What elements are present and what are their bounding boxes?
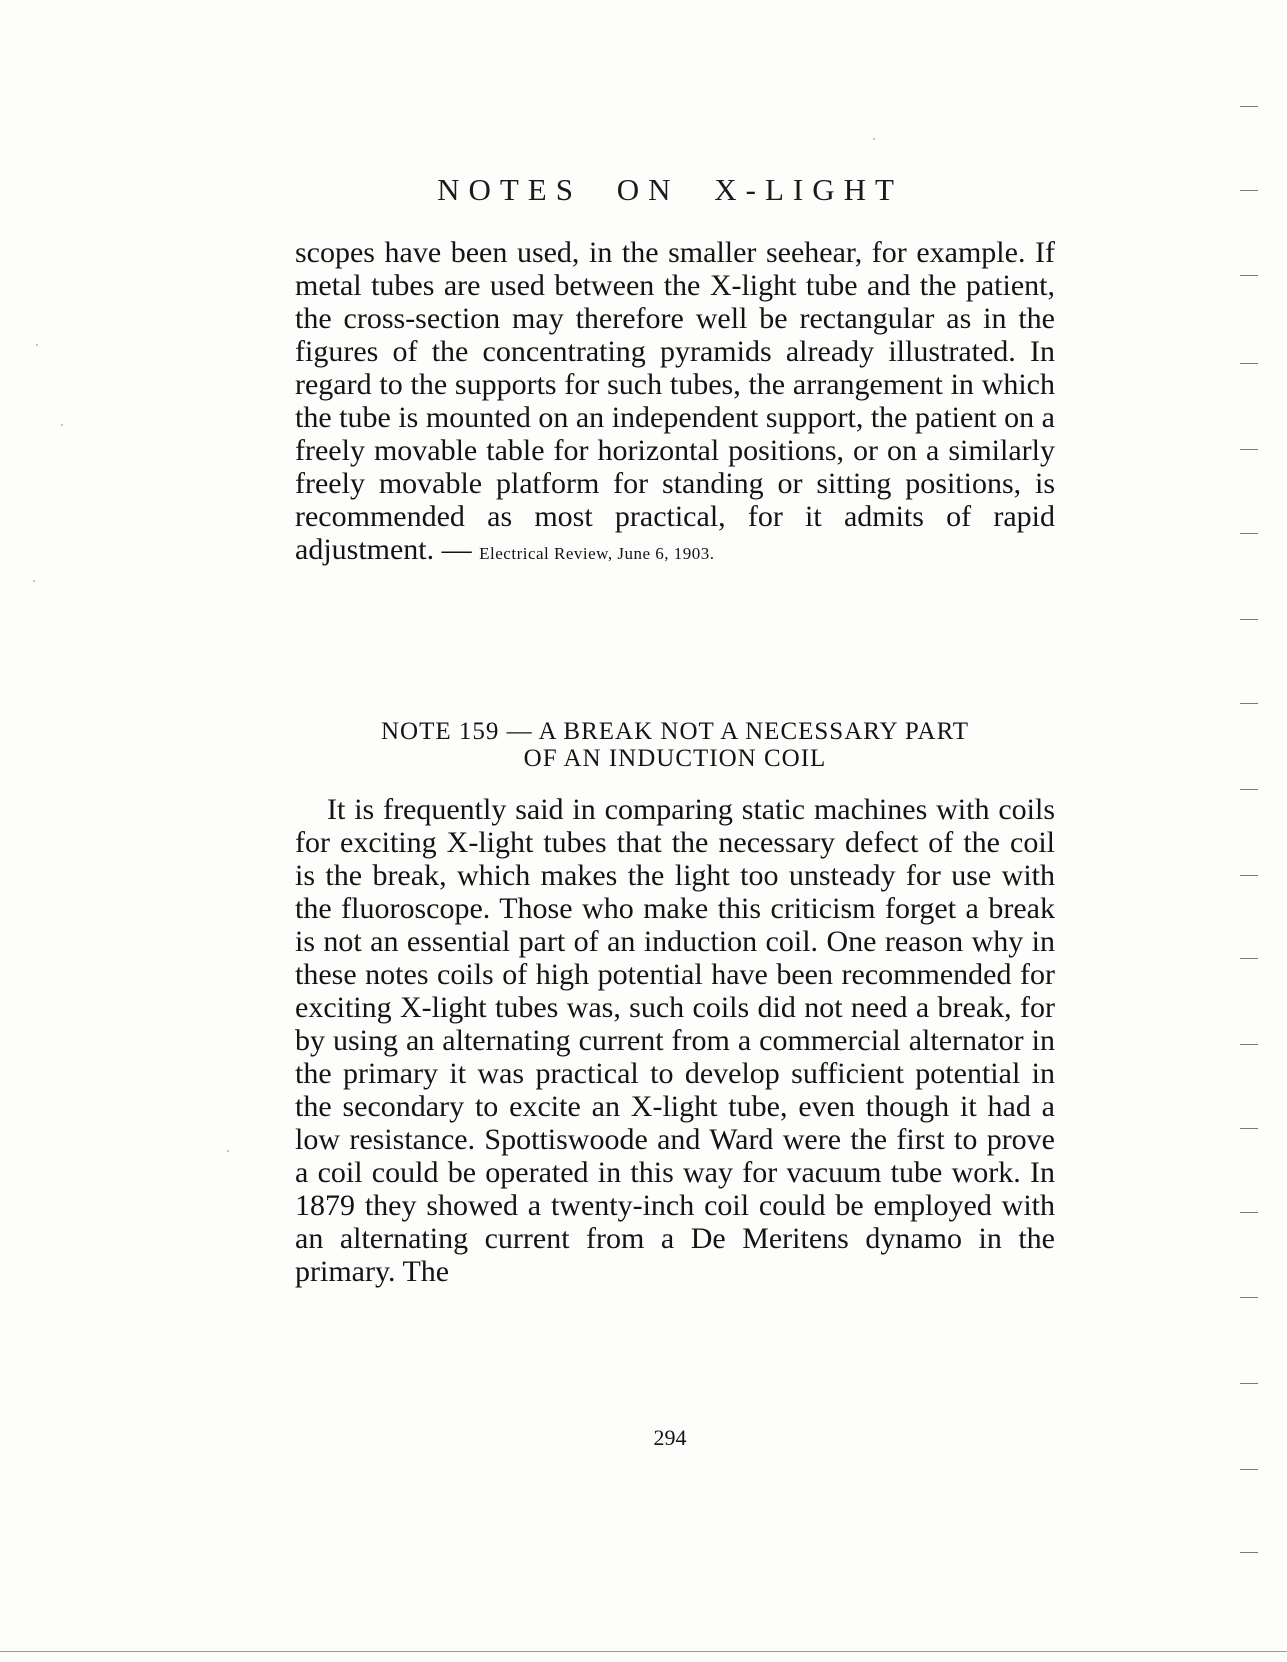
paragraph-note-159: It is frequently said in comparing static machines with coils for exciting X-light tubes that the necessary defect of the coil is the break, which makes the light too unsteady for use with the fluoroscope. Those who make this criticism forget a break is not an essential part of an induction coil. One reason why in these notes coils of high potential have been recommended for exciting X-light tubes was, such coils did not need a break, for by using an alternating current from a commercial alternator in the primary it was practical to develop sufficient potential in the secondary to excite an X-light tube, even though it had a low resistance. Spottiswoode and Ward were the first to prove a coil could be operated in this way for vacuum tube work. In 1879 they showed a twenty-inch coil could be employed with an alternating current from a De Meritens dynamo in the primary. The	[295, 793, 1055, 1288]
scan-speck	[36, 344, 38, 346]
margin-tick	[1240, 449, 1258, 450]
margin-tick	[1240, 1469, 1258, 1470]
right-margin-scan-marks	[1240, 0, 1270, 1662]
scan-speck	[873, 138, 875, 140]
scan-speck	[61, 424, 63, 426]
margin-tick	[1240, 1552, 1258, 1553]
margin-tick	[1240, 1297, 1258, 1298]
page-number: 294	[653, 1425, 687, 1450]
note-heading-line-2: OF AN INDUCTION COIL	[523, 745, 827, 772]
note-heading	[295, 718, 1055, 772]
margin-tick	[1240, 619, 1258, 620]
margin-tick	[1240, 703, 1258, 704]
margin-tick	[1240, 958, 1258, 959]
margin-tick	[1240, 363, 1258, 364]
margin-tick	[1240, 875, 1258, 876]
paragraph-1-text: scopes have been used, in the smaller seehear, for example. If metal tubes are used between the X-light tube and the patient, the cross-section may therefore well be rectangular as in the figures of the concentrating pyramids already illustrated. In regard to the supports for such tubes, the arrangement in which the tube is mounted on an independent support, the patient on a freely movable table for horizontal positions, or on a similarly freely movable platform for standing or sitting positions, is recommended as most practical, for it admits of rapid adjustment. —	[295, 236, 1055, 566]
margin-tick	[1240, 1128, 1258, 1129]
margin-tick	[1240, 106, 1258, 107]
margin-tick	[1240, 1044, 1258, 1045]
margin-tick	[1240, 1212, 1258, 1213]
margin-tick	[1240, 533, 1258, 534]
paragraph-continued	[295, 236, 1055, 570]
margin-tick	[1240, 190, 1258, 191]
margin-tick	[1240, 789, 1258, 790]
margin-tick	[1240, 275, 1258, 276]
scan-speck	[227, 1150, 229, 1152]
note-heading-line-1: NOTE 159 — A BREAK NOT A NECESSARY PART	[380, 718, 970, 745]
margin-tick	[1240, 1383, 1258, 1384]
citation: Electrical Review, June 6, 1903.	[479, 544, 715, 563]
scan-speck	[33, 580, 35, 582]
scan-bottom-edge	[0, 1651, 1287, 1652]
running-head: NOTES ON X-LIGHT	[437, 172, 903, 207]
